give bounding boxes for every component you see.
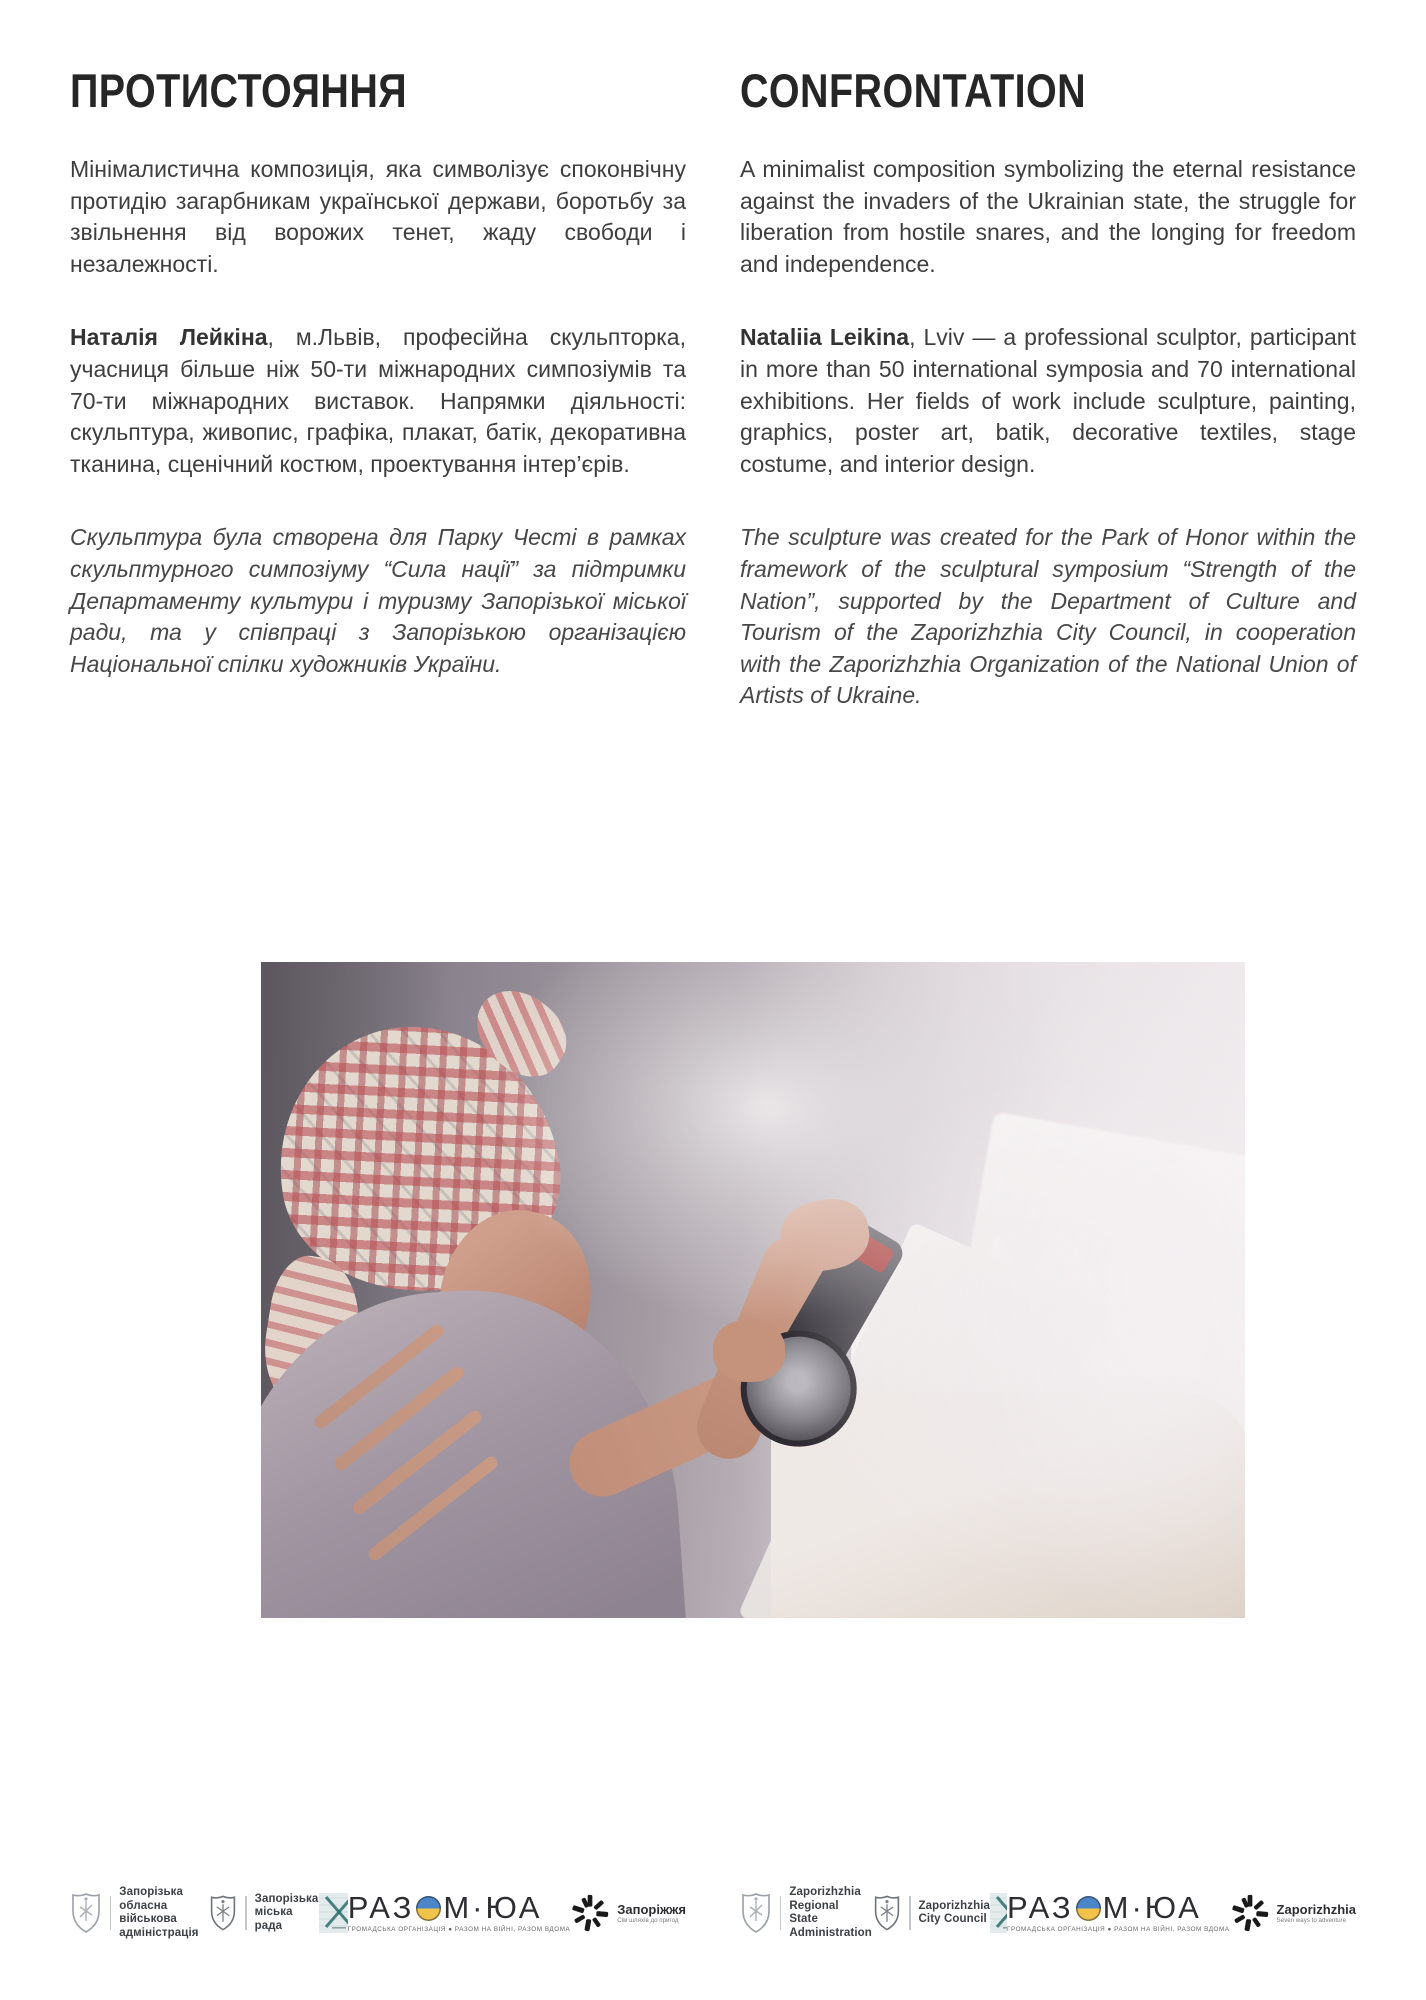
city-brand-label [1277,1903,1356,1924]
logo-label [255,1893,319,1934]
razom-text-pre: РАЗ [347,1890,415,1925]
artists-union-x-logo [990,1893,1007,1933]
column-ukrainian [70,64,686,722]
logo-label-line1: Запорізька [254,1892,319,1905]
coat-of-arms-icon [873,1893,901,1933]
logo-label-line2: військова адміністрація [119,1913,199,1939]
razom-ua-logo-en [1007,1890,1230,1933]
razom-text-post: М·ЮА [443,1890,543,1925]
logo-divider [245,1896,247,1930]
paragraph-uk-intro: Мінімалистична композиція, яка символізує споконвічну протидію загарбникам української держави, боротьбу за звільнення від ворожих тенет, жаду свободи і незалежності. [70,156,686,277]
city-brand-tagline: Seven ways to adventure [1276,1916,1347,1924]
sculptor-left-hand [713,1320,785,1382]
coat-of-arms-icon [209,1893,237,1933]
logo-divider [110,1896,111,1930]
author-name-uk: Наталія Лейкіна [70,324,268,351]
paragraph-en-bio [740,322,1356,480]
city-brand-label [617,1903,686,1924]
razom-wordmark [1007,1890,1202,1925]
starburst-icon [1230,1893,1270,1933]
razom-ua-logo-uk [347,1890,571,1933]
page-title-en: CONFRONTATION [740,64,1087,117]
razom-tagline: ГРОМАДСЬКА ОРГАНІЗАЦІЯ ● РАЗОМ НА ВІЙНІ, РАЗОМ ВДОМА [347,1926,571,1933]
footer-group-ukrainian [70,1886,686,1940]
paragraph-uk-credits: Скульптура була створена для Парку Честі в рамках скульптурного симпозіуму “Сила нації” за підтримки Департаменту культури і туризму Запорізької міської ради, та у співпраці з Запорізькою організацією Національної спілки художників України. [70,524,686,677]
logo-regional-state-administration-en [740,1886,873,1940]
logo-regional-military-administration-uk [70,1886,209,1940]
author-name-en: Nataliia Leikina [740,324,910,351]
logo-label-line1: Zaporizhzhia Regional [789,1886,861,1912]
sculptor-photo [261,962,1245,1618]
starburst-icon [570,1893,610,1933]
page-title-uk: ПРОТИСТОЯННЯ [70,64,408,117]
footer-group-english [740,1886,1356,1940]
logo-label-line2: State Administration [789,1913,872,1939]
column-english [740,64,1356,754]
logo-label [789,1886,872,1940]
artists-union-x-logo [319,1893,348,1933]
logo-divider [780,1896,781,1930]
logo-label-line1: Zaporizhzhia [918,1899,991,1912]
city-brand-name: Zaporizhzhia [1276,1901,1356,1917]
logo-city-council-uk [209,1893,319,1934]
zaporizhzhia-city-brand-en [1230,1893,1356,1933]
coat-of-arms-icon [70,1891,102,1935]
logo-label [119,1886,209,1940]
paragraph-en-intro: A minimalist composition symbolizing the eternal resistance against the invaders of the Ukrainian state, the struggle for liberation from hostile snares, and the longing for freedom and independence. [740,156,1356,277]
logo-label-line2: міська рада [254,1906,293,1932]
ukraine-flag-circle-icon [1076,1896,1101,1921]
logo-divider [909,1896,911,1930]
razom-text-post: М·ЮА [1102,1890,1202,1925]
logo-label [919,1900,990,1927]
logo-label-line1: Запорізька обласна [119,1886,184,1912]
city-brand-tagline: Сім шляхів до пригод [617,1916,679,1924]
razom-text-pre: РАЗ [1007,1890,1074,1925]
razom-tagline: ГРОМАДСЬКА ОРГАНІЗАЦІЯ ● РАЗОМ НА ВІЙНІ, РАЗОМ ВДОМА [1007,1926,1230,1933]
paragraph-en-bio-rest: , Lviv — a professional sculptor, participant in more than 50 international symposia and 70 international exhibitions. Her fields of work include sculpture, painting, graphics, poster art, batik, decorative textiles, stage costume, and interior design. [740,324,1356,477]
zaporizhzhia-city-brand-uk [570,1893,686,1933]
paragraph-uk-bio-rest: , м.Львів, професійна скульпторка, учасниця більше ніж 50-ти міжнародних симпозіумів та 70-ти міжнародних виставок. Напрямки діяльності: скульптура, живопис, графіка, плакат, батік, декоративна тканина, сценічний костюм, проектування інтер’єрів. [70,324,686,477]
logo-label-line2: City Council [918,1913,987,1925]
ukraine-flag-circle-icon [416,1896,441,1921]
footer-partner-logos [70,1886,1356,1940]
logo-city-council-en [873,1893,990,1933]
paragraph-en-credits: The sculpture was created for the Park of Honor within the framework of the sculptural symposium “Strength of the Nation”, supported by the Department of Culture and Tourism of the Zaporizhzhia City Council, in cooperation with the Zaporizhzhia Organization of the National Union of Artists of Ukraine. [740,524,1356,709]
coat-of-arms-icon [740,1891,772,1935]
city-brand-name: Запоріжжя [617,1901,686,1917]
razom-wordmark [347,1890,543,1925]
paragraph-uk-bio [70,322,686,480]
